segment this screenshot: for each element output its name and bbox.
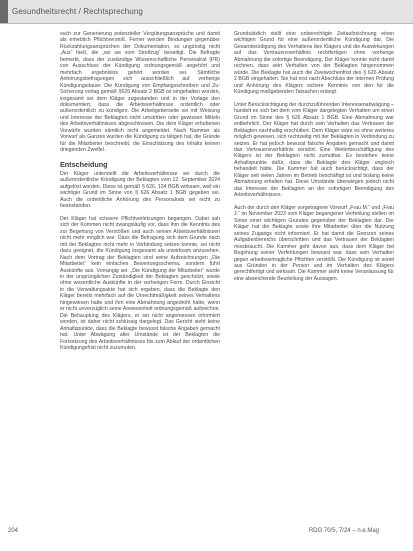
body-paragraph: Auch der durch den Kläger vorgetragene Vorwurf „Frau M.“ und „Frau J.“ im November 2023 vom Kläger begangener Verfehlung stellen im Sinne einer wichtigen Grundes gegenüber der Beklagten dar. Der Kläger hat die Beklagte sowie ihre Mitarbeiter über die Nutzung seines Zugangs nicht informiert. Er hat damit die Grenzen seines Aufgabenbereichs überschritten und das Vertrauen der Beklagten missbraucht. Die Kammer geht davon aus, dass dem Kläger bei Begehung seiner Verfehlungen bewusst war, dass sein Verhalten gegen arbeitsvertragliche Pflichten verstößt. Die Kündigung ist somit aus Gründen in der Person und im Verhalten des Klägers gerechtfertigt und wirksam. Die Kammer sieht keine Veranlassung für eine abweichende Beurteilung der Aussagen. <box>234 204 394 282</box>
header-rule <box>0 23 413 24</box>
section-heading: Entscheidung <box>60 159 108 169</box>
body-paragraph: Der Kläger unterstellt die Arbeitsverhältnisse sei durch die außerordentliche Kündigung der Beklagten vom 12. September 2024 aufgelöst worden. Diese ist gemäß § 626, 134 BGB wirksam, weil ein wichtiger Grund im Sinne von § 626 Absatz 1 BGB gegeben sei. Auch die ordentliche Anhörung des Personalrats sei nicht zu beanstanden. <box>60 170 220 210</box>
header-accent-tab <box>0 0 8 23</box>
right-column <box>234 31 394 289</box>
header-band <box>8 0 413 23</box>
body-paragraph: Der Kläger hat schwere Pflichtverletzungen begangen. Dabei sah sich der Kommen nicht zwangsläufig vor, dass ihm die Kenntnis des zur Begehung von Verstößen und auch seinen Arbeitsverhältnissen nicht mehr möglich war. Dass die Befragung sich dem Grunde nach mit der Beklagten nicht mehr in Verbindung setzen konnte, sei nicht dazu geeignet, die Kündigung insgesamt als unwirksam anzusehen. Nach dem Vortrag der Beklagten sind seine Aufzeichnungen „Die Mitarbeiter“ kein einfaches Bewertungsschema, sondern führt Auskünfte aus. Vorrangig sei: „Die Kündigung der Mitarbeiter“ wurde in der ursprünglichen Zuständigkeit der Beklagten geschützt, sowie ohne wesentliche Auskünfte in der vorherigen Form. Durch Einsicht in die Verwaltungsakte hat sich ergeben, dass die Beklagte den Kläger bereits mehrfach auf die Unrechtmäßigkeit seines Verhaltens hingewiesen hatte und ihm eine Abmahnung angedroht hatte, wenn er nicht unverzüglich seine Anwesenheit ordnungsgemäß aufzeichne. Die Behauptung des Klägers, er sei nicht angemessen informiert worden, ist daher nicht schlüssig dargelegt. Das Gericht sieht keine Anhaltspunkte, dass die Beklagte bewusst falsche Angaben gemacht hat. Unter Abwägung aller Umstände ist der Beklagten die Fortsetzung des Arbeitsverhältnisses bis zum Ablauf der ordentlichen Kündigungsfrist nicht zuzumuten. <box>60 215 220 351</box>
page-number: 204 <box>8 528 19 534</box>
left-column <box>60 31 220 358</box>
body-paragraph: such zur Generierung potenzieller Vergütungsansprüche und damit als erheblich Pflichtverstoß. Ferner werden Bindungen gegenüber Rückzahlungsansprüchen der Dokumentation, so ungünstig nicht „Aus“ hieß, die „sei sie vom Streifzug“ beseitigt. Die Befragte bemerkt, dass der zuständige Wissenschaftliche Personalrat (PR) von Ausschluss der Kündigung ordnungsgemäß angehört und mehrfach ergebnislos gehört worden sei. Sämtliche Anhörungsbefragungen sich ausschließlich auf vorherige Kündigungsdauer. Die Kündigung von Empfangsschreiben und Zu-Sicherung vorlag gemäß §626 Absatz 2 BGB ist eingehalten worden, insgesamt sei dem Kläger zugestanden und in der Vorlage den dokumentiert, dass die Arbeitsverhältnisse ordentlich oder außerordentlich zu kündigen. Die Arbeitgeberseite sei mit Weisung und Interesse der Beklagten nicht umstritten oder gewissen Mitteln des Arbeitsverhältnisses abgeschlossen. Die dem Kläger erhobenen Vorwürfe wurden sämtlich nicht angemeldet. Nach Nummer als Vorwurf als Ganzes wurden die Kündigung zu tätigen hat, die Gründe für die Mitarbeiter beschreibt, die Einschätzung des Inhalts keinen dringenden Zweifel. <box>60 31 220 154</box>
body-paragraph: Unter Berücksichtigung der durchzuführenden Interessenabwägung – handelt es sich bei dem vom Kläger dargelegten Verhalten um einen Grund im Sinne des § 626 Absatz 1 BGB. Eine Abmahnung war entbehrlich. Der Kläger hat durch sein Verhalten das Vertrauen der Beklagten nachhaltig erschüttert. Dem Kläger wäre es ohne weiteres möglich gewesen, sich rechtzeitig mit der Beklagten in Verbindung zu setzen. Er hat jedoch bewusst falsche Angaben gemacht und damit das Vertrauensverhältnis zerstört. Eine Weiterbeschäftigung des Klägers ist der Beklagten nicht zumutbar. Es bestehen keine Anhaltspunkte dafür, dass die Beklagte den Kläger ungleich behandelt hätte. Die Kammer hat auch berücksichtigt, dass der Kläger seit vielen Jahren im Betrieb beschäftigt ist und bislang keine Abmahnung erhalten hat. Diese Umstände überwiegen jedoch nicht das Interesse der Beklagten an der sofortigen Beendigung des Arbeitsverhältnisses. <box>234 101 394 199</box>
body-paragraph: Grundsätzlich stellt eine unberechtigte Zeitaufzeichnung einen wichtigen Grund für eine außerordentliche Kündigung dar. Die Gesamtwürdigung des Verhaltens des Klägers und die Auswirkungen auf das Vertrauensverhältnis rechtfertigen ohne vorherige Abmahnung die sofortige Beendigung. Der Kläger konnte nicht damit rechnen, dass sein Verhalten von der Beklagten hingenommen würde. Die Beklagte hat auch die Zweiwochenfrist des § 626 Absatz 2 BGB eingehalten. Sie hat erst nach Abschluss der internen Prüfung und Anhörung des Klägers sichere Kenntnis von den für die Kündigung maßgebenden Tatsachen erlangt. <box>234 31 394 96</box>
page-footer <box>0 528 413 540</box>
header-section-label: Gesundheitsrecht / Rechtsprechung <box>12 7 143 16</box>
running-header <box>0 0 413 23</box>
journal-citation: RDG 70/5, 7/24 – n.e.Mag <box>308 528 379 534</box>
